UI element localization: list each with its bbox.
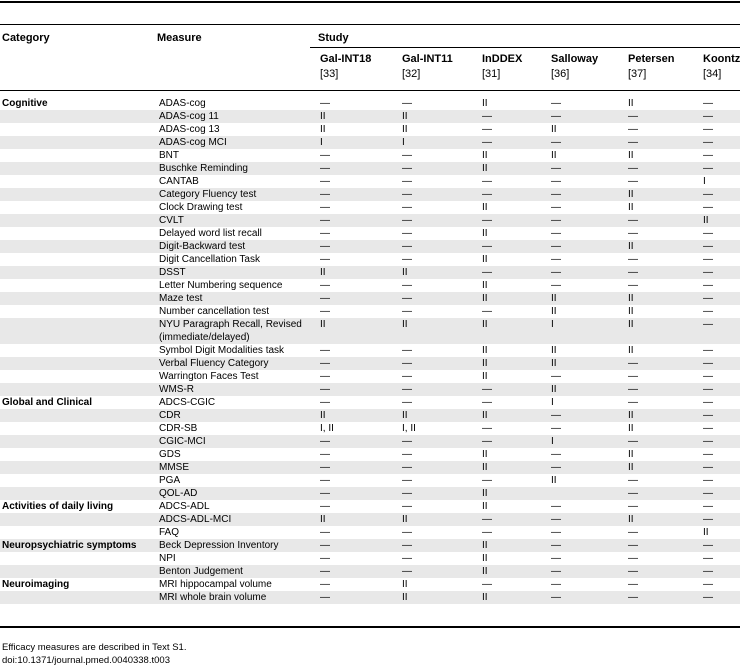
measure-label: ADCS-ADL-MCI bbox=[159, 514, 232, 525]
measure-label: WMS-R bbox=[159, 384, 194, 395]
study-value-cell: — bbox=[482, 514, 492, 525]
study-header-ref: [36] bbox=[551, 68, 570, 80]
measure-label: Buschke Reminding bbox=[159, 163, 248, 174]
study-value-cell: — bbox=[482, 436, 492, 447]
study-value-cell: — bbox=[320, 358, 330, 369]
study-value-cell: — bbox=[703, 475, 713, 486]
study-value-cell: — bbox=[482, 579, 492, 590]
study-value-cell: — bbox=[703, 579, 713, 590]
study-value-cell: II bbox=[703, 215, 709, 226]
study-value-cell: II bbox=[482, 319, 488, 330]
study-value-cell: II bbox=[482, 449, 488, 460]
study-value-cell: — bbox=[402, 176, 412, 187]
study-value-cell: — bbox=[703, 514, 713, 525]
study-value-cell: — bbox=[320, 293, 330, 304]
study-value-cell: — bbox=[320, 488, 330, 499]
study-value-cell: — bbox=[320, 215, 330, 226]
study-value-cell: — bbox=[551, 592, 561, 603]
study-value-cell: II bbox=[482, 566, 488, 577]
study-value-cell: I bbox=[551, 397, 554, 408]
measure-label: ADCS-ADL bbox=[159, 501, 210, 512]
study-value-cell: — bbox=[320, 371, 330, 382]
study-value-cell: — bbox=[628, 176, 638, 187]
study-value-cell: — bbox=[482, 306, 492, 317]
category-label: Activities of daily living bbox=[2, 501, 114, 512]
study-value-cell: — bbox=[551, 267, 561, 278]
study-value-cell: I bbox=[703, 176, 706, 187]
study-value-cell: — bbox=[703, 371, 713, 382]
study-value-cell: II bbox=[551, 358, 557, 369]
measure-label: MRI whole brain volume bbox=[159, 592, 267, 603]
study-value-cell: — bbox=[320, 579, 330, 590]
measure-label: Maze test bbox=[159, 293, 203, 304]
study-value-cell: II bbox=[482, 280, 488, 291]
study-value-cell: II bbox=[402, 319, 408, 330]
study-value-cell: — bbox=[482, 397, 492, 408]
study-value-cell: — bbox=[482, 527, 492, 538]
study-value-cell: — bbox=[482, 111, 492, 122]
measure-label: CDR bbox=[159, 410, 181, 421]
measure-label: Benton Judgement bbox=[159, 566, 243, 577]
study-value-cell: II bbox=[482, 540, 488, 551]
study-value-cell: — bbox=[703, 566, 713, 577]
study-value-cell: — bbox=[551, 98, 561, 109]
footnote-doi: doi:10.1371/journal.pmed.0040338.t003 bbox=[2, 655, 170, 666]
study-value-cell: II bbox=[402, 111, 408, 122]
study-value-cell: — bbox=[628, 566, 638, 577]
study-value-cell: — bbox=[402, 436, 412, 447]
study-value-cell: II bbox=[482, 293, 488, 304]
study-value-cell: — bbox=[628, 397, 638, 408]
study-value-cell: II bbox=[551, 150, 557, 161]
measure-label: ADAS-cog 13 bbox=[159, 124, 220, 135]
study-value-cell: — bbox=[703, 241, 713, 252]
study-value-cell: II bbox=[482, 501, 488, 512]
study-value-cell: — bbox=[320, 436, 330, 447]
study-value-cell: — bbox=[320, 462, 330, 473]
study-value-cell: — bbox=[402, 553, 412, 564]
study-value-cell: — bbox=[402, 462, 412, 473]
study-value-cell: — bbox=[703, 163, 713, 174]
measure-label: ADAS-cog MCI bbox=[159, 137, 227, 148]
study-value-cell: — bbox=[320, 202, 330, 213]
study-value-cell: — bbox=[402, 202, 412, 213]
study-value-cell: I bbox=[551, 436, 554, 447]
study-value-cell: II bbox=[628, 514, 634, 525]
study-value-cell: II bbox=[551, 124, 557, 135]
study-value-cell: — bbox=[482, 137, 492, 148]
measure-label: PGA bbox=[159, 475, 181, 486]
study-value-cell: — bbox=[320, 241, 330, 252]
study-value-cell: II bbox=[402, 267, 408, 278]
measure-label: QOL-AD bbox=[159, 488, 198, 499]
study-value-cell: — bbox=[551, 501, 561, 512]
table-top-rule bbox=[0, 1, 740, 3]
study-value-cell: II bbox=[482, 254, 488, 265]
study-value-cell: II bbox=[402, 514, 408, 525]
measure-label: BNT bbox=[159, 150, 179, 161]
study-value-cell: — bbox=[628, 228, 638, 239]
study-value-cell: II bbox=[320, 410, 326, 421]
study-value-cell: — bbox=[551, 527, 561, 538]
study-header-ref: [32] bbox=[402, 68, 421, 80]
study-value-cell: — bbox=[320, 501, 330, 512]
study-value-cell: — bbox=[628, 501, 638, 512]
study-value-cell: I bbox=[551, 319, 554, 330]
study-value-cell: II bbox=[482, 553, 488, 564]
header-study: Study bbox=[318, 32, 349, 44]
study-value-cell: — bbox=[628, 358, 638, 369]
study-value-cell: — bbox=[551, 241, 561, 252]
study-value-cell: — bbox=[703, 462, 713, 473]
study-value-cell: — bbox=[628, 488, 638, 499]
study-header-name: Petersen bbox=[628, 53, 675, 65]
study-value-cell: — bbox=[703, 397, 713, 408]
study-value-cell: — bbox=[320, 527, 330, 538]
header-rule-1 bbox=[0, 24, 740, 25]
study-value-cell: II bbox=[482, 150, 488, 161]
study-value-cell: — bbox=[551, 254, 561, 265]
study-value-cell: — bbox=[402, 527, 412, 538]
study-value-cell: — bbox=[628, 371, 638, 382]
study-value-cell: I bbox=[402, 137, 405, 148]
study-value-cell: — bbox=[551, 449, 561, 460]
study-value-cell: — bbox=[482, 423, 492, 434]
study-value-cell: II bbox=[628, 319, 634, 330]
study-value-cell: — bbox=[320, 397, 330, 408]
study-value-cell: — bbox=[703, 189, 713, 200]
study-value-cell: — bbox=[402, 371, 412, 382]
study-value-cell: — bbox=[551, 215, 561, 226]
study-value-cell: II bbox=[482, 371, 488, 382]
study-value-cell: — bbox=[320, 566, 330, 577]
study-value-cell: — bbox=[703, 423, 713, 434]
study-value-cell: — bbox=[482, 241, 492, 252]
study-value-cell: II bbox=[402, 410, 408, 421]
study-value-cell: — bbox=[551, 423, 561, 434]
measure-label: Beck Depression Inventory bbox=[159, 540, 279, 551]
study-value-cell: — bbox=[551, 514, 561, 525]
study-value-cell: — bbox=[402, 98, 412, 109]
study-value-cell: — bbox=[402, 449, 412, 460]
study-value-cell: II bbox=[482, 358, 488, 369]
header-bottom-rule bbox=[0, 90, 740, 91]
study-value-cell: II bbox=[628, 462, 634, 473]
study-header-name: InDDEX bbox=[482, 53, 523, 65]
study-value-cell: II bbox=[482, 163, 488, 174]
study-value-cell: — bbox=[628, 540, 638, 551]
study-value-cell: — bbox=[628, 592, 638, 603]
study-value-cell: — bbox=[402, 306, 412, 317]
measure-label: DSST bbox=[159, 267, 186, 278]
measure-label: CANTAB bbox=[159, 176, 199, 187]
study-value-cell: — bbox=[703, 488, 713, 499]
study-value-cell: — bbox=[551, 553, 561, 564]
study-value-cell: — bbox=[703, 150, 713, 161]
study-value-cell: — bbox=[628, 384, 638, 395]
study-value-cell: II bbox=[628, 202, 634, 213]
study-value-cell: II bbox=[628, 423, 634, 434]
study-value-cell: — bbox=[628, 553, 638, 564]
study-value-cell: II bbox=[482, 462, 488, 473]
study-value-cell: — bbox=[482, 189, 492, 200]
study-value-cell: — bbox=[551, 371, 561, 382]
study-value-cell: — bbox=[628, 124, 638, 135]
measure-label: Warrington Faces Test bbox=[159, 371, 259, 382]
study-value-cell: — bbox=[320, 280, 330, 291]
study-value-cell: — bbox=[703, 345, 713, 356]
study-value-cell: — bbox=[551, 163, 561, 174]
study-value-cell: — bbox=[482, 215, 492, 226]
study-value-cell: — bbox=[551, 410, 561, 421]
study-value-cell: II bbox=[551, 384, 557, 395]
study-value-cell: — bbox=[551, 566, 561, 577]
measure-label: Verbal Fluency Category bbox=[159, 358, 269, 369]
study-header-ref: [34] bbox=[703, 68, 722, 80]
study-value-cell: II bbox=[482, 592, 488, 603]
study-value-cell: — bbox=[628, 163, 638, 174]
measure-label: ADCS-CGIC bbox=[159, 397, 216, 408]
study-header-ref: [31] bbox=[482, 68, 501, 80]
study-value-cell: — bbox=[320, 98, 330, 109]
category-label: Neuroimaging bbox=[2, 579, 70, 590]
study-value-cell: — bbox=[628, 267, 638, 278]
study-value-cell: — bbox=[402, 150, 412, 161]
study-value-cell: — bbox=[628, 436, 638, 447]
study-value-cell: II bbox=[628, 345, 634, 356]
study-value-cell: — bbox=[628, 254, 638, 265]
study-value-cell: — bbox=[320, 228, 330, 239]
study-value-cell: — bbox=[320, 384, 330, 395]
study-value-cell: — bbox=[402, 488, 412, 499]
study-header-name: Koontz bbox=[703, 53, 740, 65]
study-value-cell: — bbox=[628, 215, 638, 226]
study-value-cell: — bbox=[628, 579, 638, 590]
study-header-ref: [37] bbox=[628, 68, 647, 80]
header-measure: Measure bbox=[157, 32, 202, 44]
study-value-cell: II bbox=[320, 319, 326, 330]
study-value-cell: II bbox=[482, 410, 488, 421]
study-value-cell: II bbox=[628, 150, 634, 161]
study-value-cell: II bbox=[482, 202, 488, 213]
study-value-cell: — bbox=[320, 306, 330, 317]
study-value-cell: — bbox=[703, 540, 713, 551]
study-value-cell: II bbox=[551, 293, 557, 304]
study-header-name: Gal-INT18 bbox=[320, 53, 372, 65]
measure-label: Symbol Digit Modalities task bbox=[159, 345, 285, 356]
header-category: Category bbox=[2, 32, 50, 44]
study-value-cell: — bbox=[703, 124, 713, 135]
study-value-cell: — bbox=[402, 540, 412, 551]
study-value-cell: — bbox=[320, 553, 330, 564]
study-value-cell: — bbox=[703, 111, 713, 122]
study-value-cell: II bbox=[320, 124, 326, 135]
study-value-cell: — bbox=[402, 501, 412, 512]
study-value-cell: II bbox=[551, 475, 557, 486]
study-value-cell: — bbox=[551, 176, 561, 187]
study-value-cell: — bbox=[703, 384, 713, 395]
study-value-cell: — bbox=[402, 189, 412, 200]
study-value-cell: — bbox=[551, 137, 561, 148]
measure-label: Digit-Backward test bbox=[159, 241, 246, 252]
study-value-cell: — bbox=[703, 501, 713, 512]
measure-label: NYU Paragraph Recall, Revised bbox=[159, 319, 302, 330]
study-value-cell: — bbox=[402, 293, 412, 304]
study-value-cell: — bbox=[703, 306, 713, 317]
study-value-cell: — bbox=[402, 345, 412, 356]
study-value-cell: II bbox=[320, 111, 326, 122]
measure-label: GDS bbox=[159, 449, 181, 460]
study-value-cell: — bbox=[320, 475, 330, 486]
study-value-cell: — bbox=[402, 384, 412, 395]
study-value-cell: — bbox=[703, 592, 713, 603]
study-value-cell: II bbox=[482, 228, 488, 239]
measure-label: CGIC-MCI bbox=[159, 436, 206, 447]
study-value-cell: II bbox=[482, 98, 488, 109]
study-value-cell: — bbox=[320, 150, 330, 161]
study-value-cell: — bbox=[320, 163, 330, 174]
study-value-cell: — bbox=[551, 202, 561, 213]
study-value-cell: — bbox=[628, 280, 638, 291]
measure-label: CVLT bbox=[159, 215, 184, 226]
study-value-cell: — bbox=[551, 462, 561, 473]
study-value-cell: II bbox=[628, 410, 634, 421]
study-value-cell: — bbox=[703, 280, 713, 291]
table-bottom-rule bbox=[0, 626, 740, 628]
study-value-cell: I bbox=[320, 137, 323, 148]
study-value-cell: II bbox=[628, 189, 634, 200]
study-value-cell: — bbox=[482, 384, 492, 395]
study-header-name: Gal-INT11 bbox=[402, 53, 453, 65]
study-header-ref: [33] bbox=[320, 68, 339, 80]
study-value-cell: — bbox=[320, 345, 330, 356]
measure-label: Number cancellation test bbox=[159, 306, 270, 317]
study-value-cell: — bbox=[320, 449, 330, 460]
study-value-cell: II bbox=[628, 293, 634, 304]
study-value-cell: — bbox=[551, 228, 561, 239]
study-value-cell: II bbox=[482, 488, 488, 499]
study-value-cell: — bbox=[402, 475, 412, 486]
study-value-cell: — bbox=[402, 228, 412, 239]
study-value-cell: — bbox=[703, 98, 713, 109]
study-value-cell: — bbox=[320, 592, 330, 603]
study-value-cell: — bbox=[703, 449, 713, 460]
study-value-cell: — bbox=[703, 436, 713, 447]
study-value-cell: II bbox=[402, 124, 408, 135]
study-value-cell: — bbox=[703, 293, 713, 304]
measure-label: ADAS-cog 11 bbox=[159, 111, 219, 122]
study-value-cell: — bbox=[703, 254, 713, 265]
study-value-cell: — bbox=[703, 137, 713, 148]
study-value-cell: — bbox=[482, 124, 492, 135]
study-value-cell: — bbox=[703, 267, 713, 278]
measure-label: Clock Drawing test bbox=[159, 202, 243, 213]
footnote-text: Efficacy measures are described in Text S1. bbox=[2, 642, 187, 653]
measure-label: Category Fluency test bbox=[159, 189, 257, 200]
study-header-name: Salloway bbox=[551, 53, 599, 65]
study-value-cell: — bbox=[703, 228, 713, 239]
study-value-cell: — bbox=[628, 527, 638, 538]
study-value-cell: — bbox=[402, 254, 412, 265]
study-value-cell: — bbox=[703, 553, 713, 564]
study-value-cell: — bbox=[482, 176, 492, 187]
study-value-cell: — bbox=[703, 202, 713, 213]
study-value-cell: II bbox=[628, 306, 634, 317]
study-value-cell: II bbox=[402, 579, 408, 590]
measure-label-continued: (immediate/delayed) bbox=[159, 332, 250, 343]
study-value-cell: — bbox=[402, 215, 412, 226]
study-value-cell: — bbox=[628, 111, 638, 122]
study-value-cell: — bbox=[402, 358, 412, 369]
study-value-cell: II bbox=[551, 306, 557, 317]
study-value-cell: II bbox=[551, 345, 557, 356]
study-value-cell: — bbox=[320, 540, 330, 551]
measure-label: Letter Numbering sequence bbox=[159, 280, 283, 291]
study-value-cell: — bbox=[703, 319, 713, 330]
study-value-cell: II bbox=[320, 267, 326, 278]
study-value-cell: II bbox=[703, 527, 709, 538]
study-value-cell: — bbox=[703, 410, 713, 421]
study-value-cell: — bbox=[402, 241, 412, 252]
study-value-cell: II bbox=[628, 98, 634, 109]
study-value-cell: II bbox=[402, 592, 408, 603]
study-value-cell: II bbox=[320, 514, 326, 525]
study-value-cell: — bbox=[551, 540, 561, 551]
measure-label: MRI hippocampal volume bbox=[159, 579, 272, 590]
category-label: Cognitive bbox=[2, 98, 48, 109]
study-value-cell: — bbox=[551, 189, 561, 200]
measure-label: MMSE bbox=[159, 462, 189, 473]
study-value-cell: — bbox=[320, 189, 330, 200]
study-value-cell: — bbox=[482, 475, 492, 486]
study-value-cell: — bbox=[551, 579, 561, 590]
study-value-cell: — bbox=[628, 137, 638, 148]
study-value-cell: II bbox=[628, 449, 634, 460]
study-value-cell: — bbox=[402, 566, 412, 577]
category-label: Neuropsychiatric symptoms bbox=[2, 540, 137, 551]
study-value-cell: — bbox=[628, 475, 638, 486]
study-value-cell: — bbox=[703, 358, 713, 369]
study-value-cell: — bbox=[402, 397, 412, 408]
measure-label: CDR-SB bbox=[159, 423, 198, 434]
study-value-cell: I, II bbox=[402, 423, 416, 434]
study-value-cell: — bbox=[482, 267, 492, 278]
study-value-cell: II bbox=[628, 241, 634, 252]
study-value-cell: I, II bbox=[320, 423, 334, 434]
study-value-cell: — bbox=[320, 254, 330, 265]
study-value-cell: — bbox=[402, 280, 412, 291]
measure-label: Digit Cancellation Task bbox=[159, 254, 260, 265]
category-label: Global and Clinical bbox=[2, 397, 93, 408]
study-value-cell: — bbox=[551, 280, 561, 291]
measure-label: FAQ bbox=[159, 527, 180, 538]
measure-label: NPI bbox=[159, 553, 176, 564]
study-value-cell: II bbox=[482, 345, 488, 356]
study-value-cell: — bbox=[551, 111, 561, 122]
measure-label: Delayed word list recall bbox=[159, 228, 262, 239]
measure-label: ADAS-cog bbox=[159, 98, 206, 109]
study-value-cell: — bbox=[320, 176, 330, 187]
study-underline bbox=[310, 47, 740, 48]
study-value-cell: — bbox=[402, 163, 412, 174]
